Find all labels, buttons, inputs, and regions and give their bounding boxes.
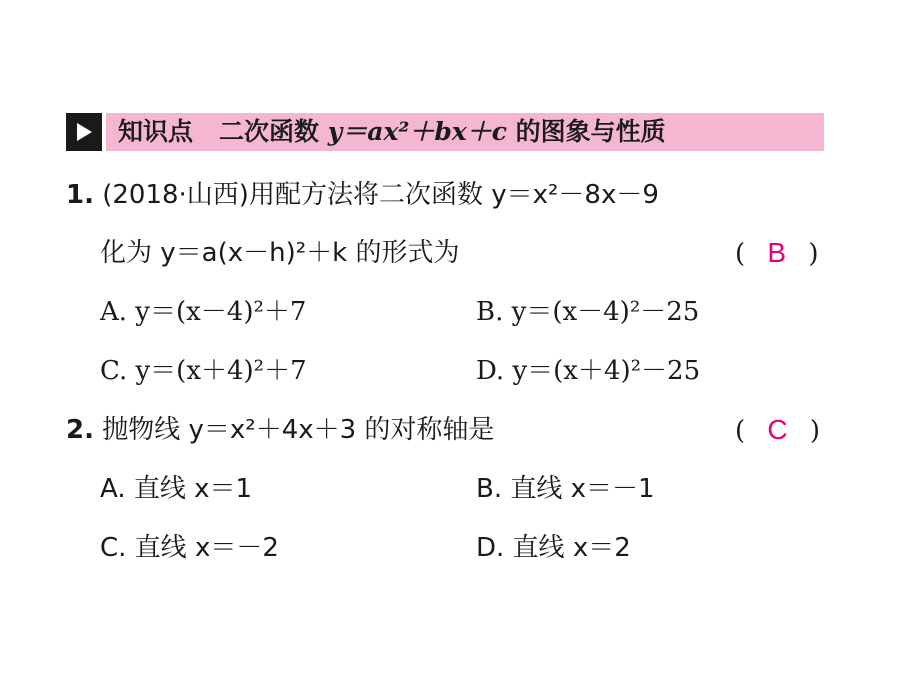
question-text: 抛物线 y＝x²＋4x＋3 的对称轴是 xyxy=(102,415,495,445)
question-number: 2. xyxy=(66,415,94,445)
option-a: A. y＝(x－4)²＋7 xyxy=(100,297,307,327)
option-b: B. y＝(x－4)²－25 xyxy=(476,297,700,327)
banner-topic: 二次函数 xyxy=(219,117,320,146)
answer-choice: B xyxy=(767,237,787,268)
banner-title xyxy=(106,113,824,151)
question-2-line-1 xyxy=(66,410,494,450)
question-text: (2018·山西)用配方法将二次函数 y＝x²－8x－9 xyxy=(102,180,659,210)
answer-choice: C xyxy=(767,414,788,445)
answer-paren: ( B ) xyxy=(735,237,819,269)
option-d: D. y＝(x＋4)²－25 xyxy=(476,356,701,386)
section-banner xyxy=(66,113,824,151)
banner-label: 知识点 xyxy=(118,117,194,146)
play-icon xyxy=(66,113,102,151)
option-d: D. 直线 x＝2 xyxy=(476,533,631,563)
option-c: C. y＝(x＋4)²＋7 xyxy=(100,356,307,386)
option-c: C. 直线 x＝－2 xyxy=(100,533,279,563)
banner-suffix: 的图象与性质 xyxy=(515,117,666,146)
option-a: A. 直线 x＝1 xyxy=(100,474,253,504)
question-1-line-1 xyxy=(66,175,659,215)
answer-paren: ( C ) xyxy=(735,414,821,446)
question-number: 1. xyxy=(66,180,94,210)
banner-formula: y＝ax²＋bx＋c xyxy=(327,117,507,146)
option-b: B. 直线 x＝－1 xyxy=(476,474,655,504)
question-1-line-2: 化为 y＝a(x－h)²＋k 的形式为 xyxy=(100,238,460,268)
